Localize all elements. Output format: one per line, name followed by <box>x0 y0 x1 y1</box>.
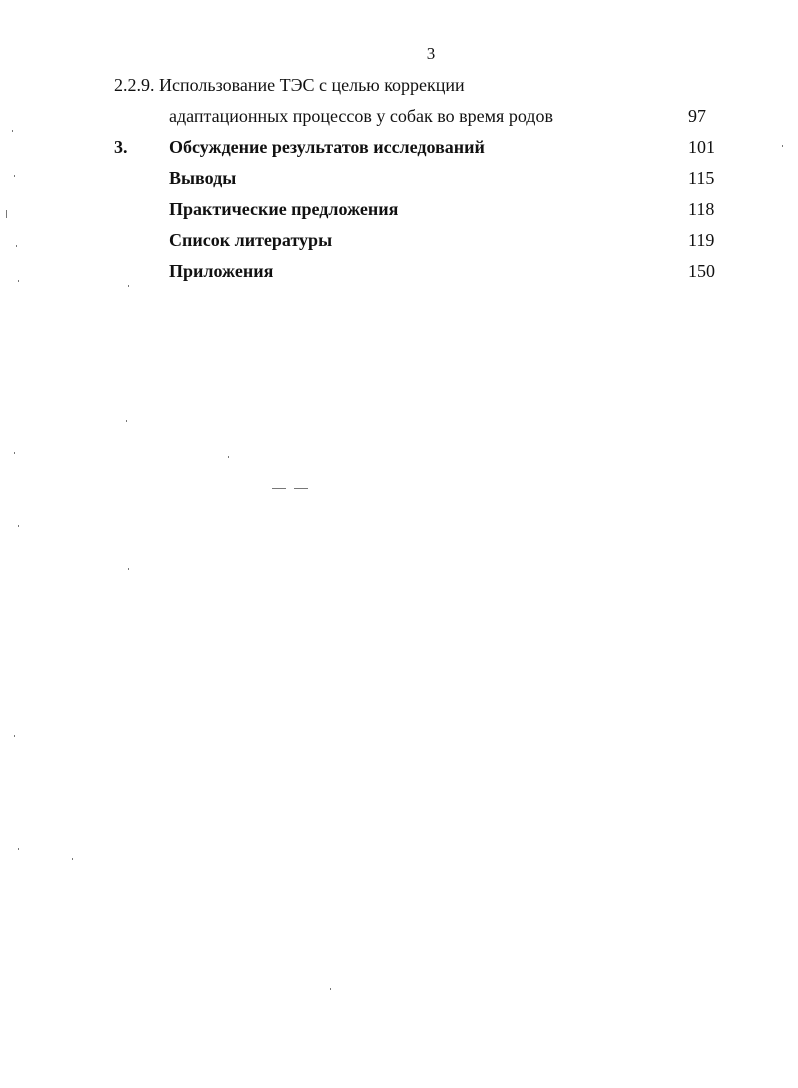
toc-entry-literature-page: 119 <box>688 230 715 250</box>
page-number: 3 <box>426 44 436 63</box>
scan-speck <box>72 858 73 860</box>
scan-speck <box>12 130 13 132</box>
scan-speck <box>272 488 286 489</box>
toc-entry-2-2-9-page: 97 <box>688 106 706 126</box>
toc-entry-appendices-page: 150 <box>688 261 715 281</box>
scan-speck <box>6 210 7 218</box>
scan-speck <box>128 568 129 570</box>
scan-speck <box>18 280 19 282</box>
scan-speck <box>782 145 783 147</box>
toc-entry-2-2-9-line1 <box>114 74 465 96</box>
scan-speck <box>126 420 127 422</box>
toc-entry-3-title: Обсуждение результатов исследований <box>169 137 485 157</box>
toc-entry-proposals-title: Практические предложения <box>169 199 399 219</box>
scan-speck <box>14 175 15 177</box>
toc-entry-conclusions-page: 115 <box>688 168 715 188</box>
toc-entry-2-2-9-title: Использование ТЭС с целью коррекции <box>159 75 465 95</box>
scan-speck <box>330 988 331 990</box>
scan-speck <box>18 848 19 850</box>
toc-entry-conclusions-title: Выводы <box>169 168 237 188</box>
scan-speck <box>228 456 229 458</box>
scan-speck <box>14 735 15 737</box>
scan-speck <box>18 525 19 527</box>
scan-speck <box>294 488 308 489</box>
toc-entry-appendices-title: Приложения <box>169 261 274 281</box>
toc-entry-3-page: 101 <box>688 137 715 157</box>
scan-speck <box>128 285 129 287</box>
scan-speck <box>14 452 15 454</box>
toc-entry-3-number: 3. <box>114 137 128 157</box>
toc-entry-proposals-page: 118 <box>688 199 715 219</box>
toc-entry-2-2-9-number: 2.2.9. <box>114 75 155 95</box>
toc-entry-2-2-9-line2: адаптационных процессов у собак во время родов <box>169 106 553 126</box>
scan-speck <box>16 245 17 247</box>
toc-entry-literature-title: Список литературы <box>169 230 333 250</box>
